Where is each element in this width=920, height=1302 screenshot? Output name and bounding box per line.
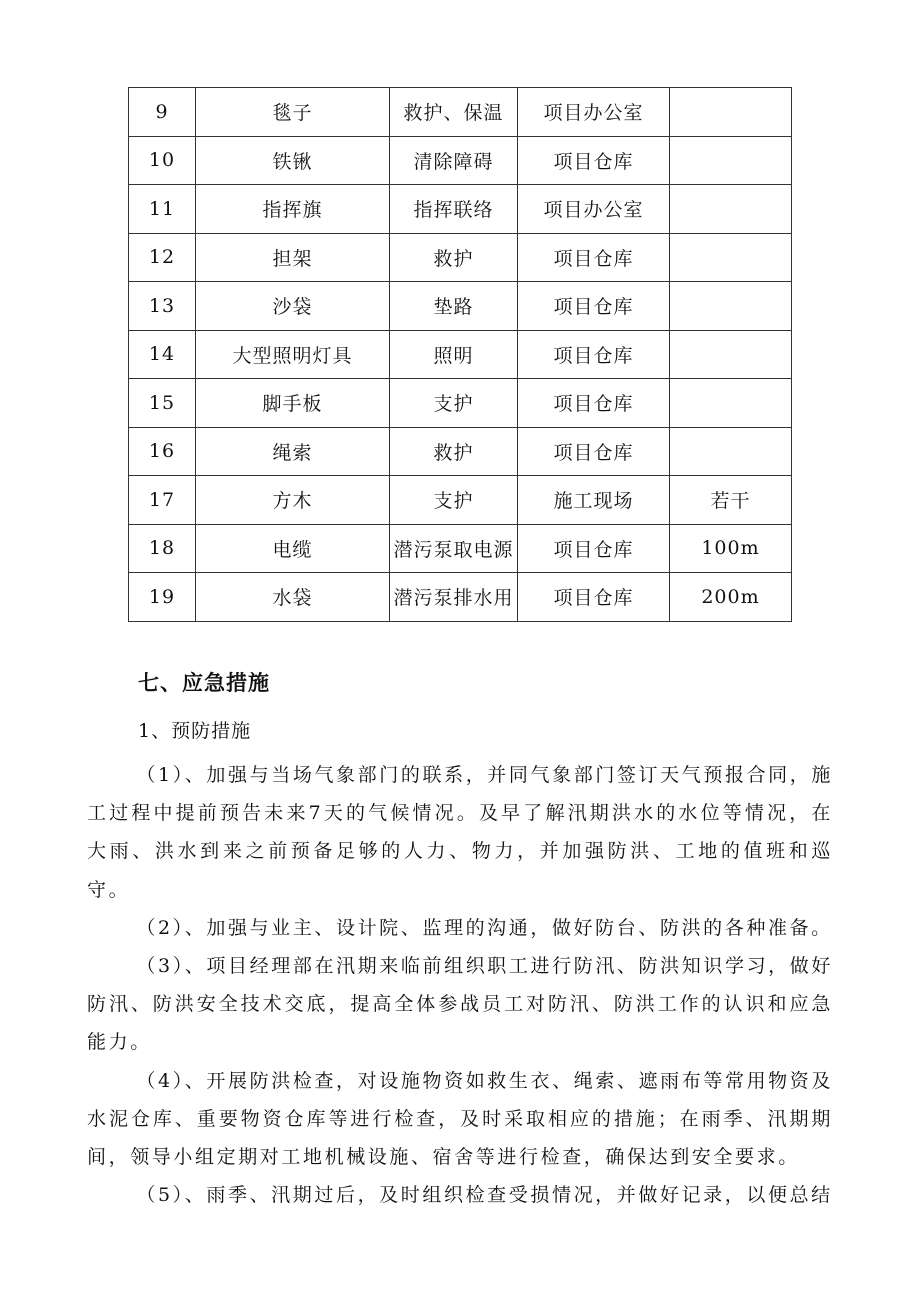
cell-use: 潜污泵取电源	[390, 524, 518, 573]
cell-name: 毯子	[196, 88, 390, 137]
paragraph-3: （3）、项目经理部在汛期来临前组织职工进行防汛、防洪知识学习，做好防汛、防洪安全技术交底，提高全体参战员工对防汛、防洪工作的认识和应急能力。	[87, 955, 833, 1054]
section-body	[87, 756, 833, 1214]
cell-location: 项目仓库	[518, 136, 670, 185]
table-row	[129, 88, 792, 137]
cell-use: 支护	[390, 476, 518, 525]
cell-name: 铁锹	[196, 136, 390, 185]
cell-name: 电缆	[196, 524, 390, 573]
cell-qty	[670, 379, 792, 428]
table-row	[129, 330, 792, 379]
table-row	[129, 476, 792, 525]
cell-location: 项目仓库	[518, 427, 670, 476]
cell-qty	[670, 233, 792, 282]
cell-no: 10	[129, 136, 196, 185]
cell-no: 13	[129, 282, 196, 331]
cell-use: 救护	[390, 233, 518, 282]
paragraph-5: （5）、雨季、汛期过后，及时组织检查受损情况，并做好记录，以便总结	[136, 1184, 833, 1207]
cell-location: 项目仓库	[518, 379, 670, 428]
cell-location: 项目仓库	[518, 524, 670, 573]
cell-name: 方木	[196, 476, 390, 525]
cell-qty	[670, 427, 792, 476]
cell-use: 救护	[390, 427, 518, 476]
table-body	[129, 88, 792, 622]
cell-qty	[670, 88, 792, 137]
cell-name: 绳索	[196, 427, 390, 476]
table-row	[129, 136, 792, 185]
cell-qty	[670, 185, 792, 234]
subsection-title: 1、预防措施	[138, 720, 252, 742]
cell-no: 19	[129, 573, 196, 622]
cell-no: 11	[129, 185, 196, 234]
cell-name: 脚手板	[196, 379, 390, 428]
cell-use: 照明	[390, 330, 518, 379]
table-row	[129, 427, 792, 476]
cell-name: 水袋	[196, 573, 390, 622]
cell-qty: 若干	[670, 476, 792, 525]
cell-no: 12	[129, 233, 196, 282]
cell-name: 担架	[196, 233, 390, 282]
emergency-supplies-table	[128, 87, 792, 622]
cell-location: 施工现场	[518, 476, 670, 525]
cell-use: 支护	[390, 379, 518, 428]
table-row	[129, 233, 792, 282]
cell-use: 潜污泵排水用	[390, 573, 518, 622]
cell-use: 救护、保温	[390, 88, 518, 137]
paragraph-1: （1）、加强与当场气象部门的联系，并同气象部门签订天气预报合同，施工过程中提前预告未来7天的气候情况。及早了解汛期洪水的水位等情况，在大雨、洪水到来之前预备足够的人力、物力，并加强防洪、工地的值班和巡守。	[87, 764, 833, 901]
table-row	[129, 282, 792, 331]
cell-location: 项目仓库	[518, 282, 670, 331]
cell-location: 项目仓库	[518, 573, 670, 622]
cell-no: 16	[129, 427, 196, 476]
cell-name: 指挥旗	[196, 185, 390, 234]
cell-qty: 100m	[670, 524, 792, 573]
table-row	[129, 185, 792, 234]
cell-no: 17	[129, 476, 196, 525]
cell-location: 项目仓库	[518, 330, 670, 379]
cell-no: 15	[129, 379, 196, 428]
cell-qty	[670, 330, 792, 379]
paragraph-2: （2）、加强与业主、设计院、监理的沟通，做好防台、防洪的各种准备。	[136, 916, 833, 939]
table-row	[129, 573, 792, 622]
cell-use: 垫路	[390, 282, 518, 331]
table-row	[129, 379, 792, 428]
cell-location: 项目仓库	[518, 233, 670, 282]
cell-use: 清除障碍	[390, 136, 518, 185]
cell-no: 9	[129, 88, 196, 137]
cell-location: 项目办公室	[518, 88, 670, 137]
cell-name: 大型照明灯具	[196, 330, 390, 379]
cell-qty	[670, 282, 792, 331]
cell-use: 指挥联络	[390, 185, 518, 234]
cell-location: 项目办公室	[518, 185, 670, 234]
cell-no: 14	[129, 330, 196, 379]
cell-name: 沙袋	[196, 282, 390, 331]
cell-qty: 200m	[670, 573, 792, 622]
paragraph-4: （4）、开展防洪检查，对设施物资如救生衣、绳索、遮雨布等常用物资及水泥仓库、重要物资仓库等进行检查，及时采取相应的措施；在雨季、汛期期间，领导小组定期对工地机械设施、宿舍等进行检查，确保达到安全要求。	[87, 1069, 833, 1169]
cell-qty	[670, 136, 792, 185]
cell-no: 18	[129, 524, 196, 573]
section-title: 七、应急措施	[138, 671, 270, 695]
table-row	[129, 524, 792, 573]
